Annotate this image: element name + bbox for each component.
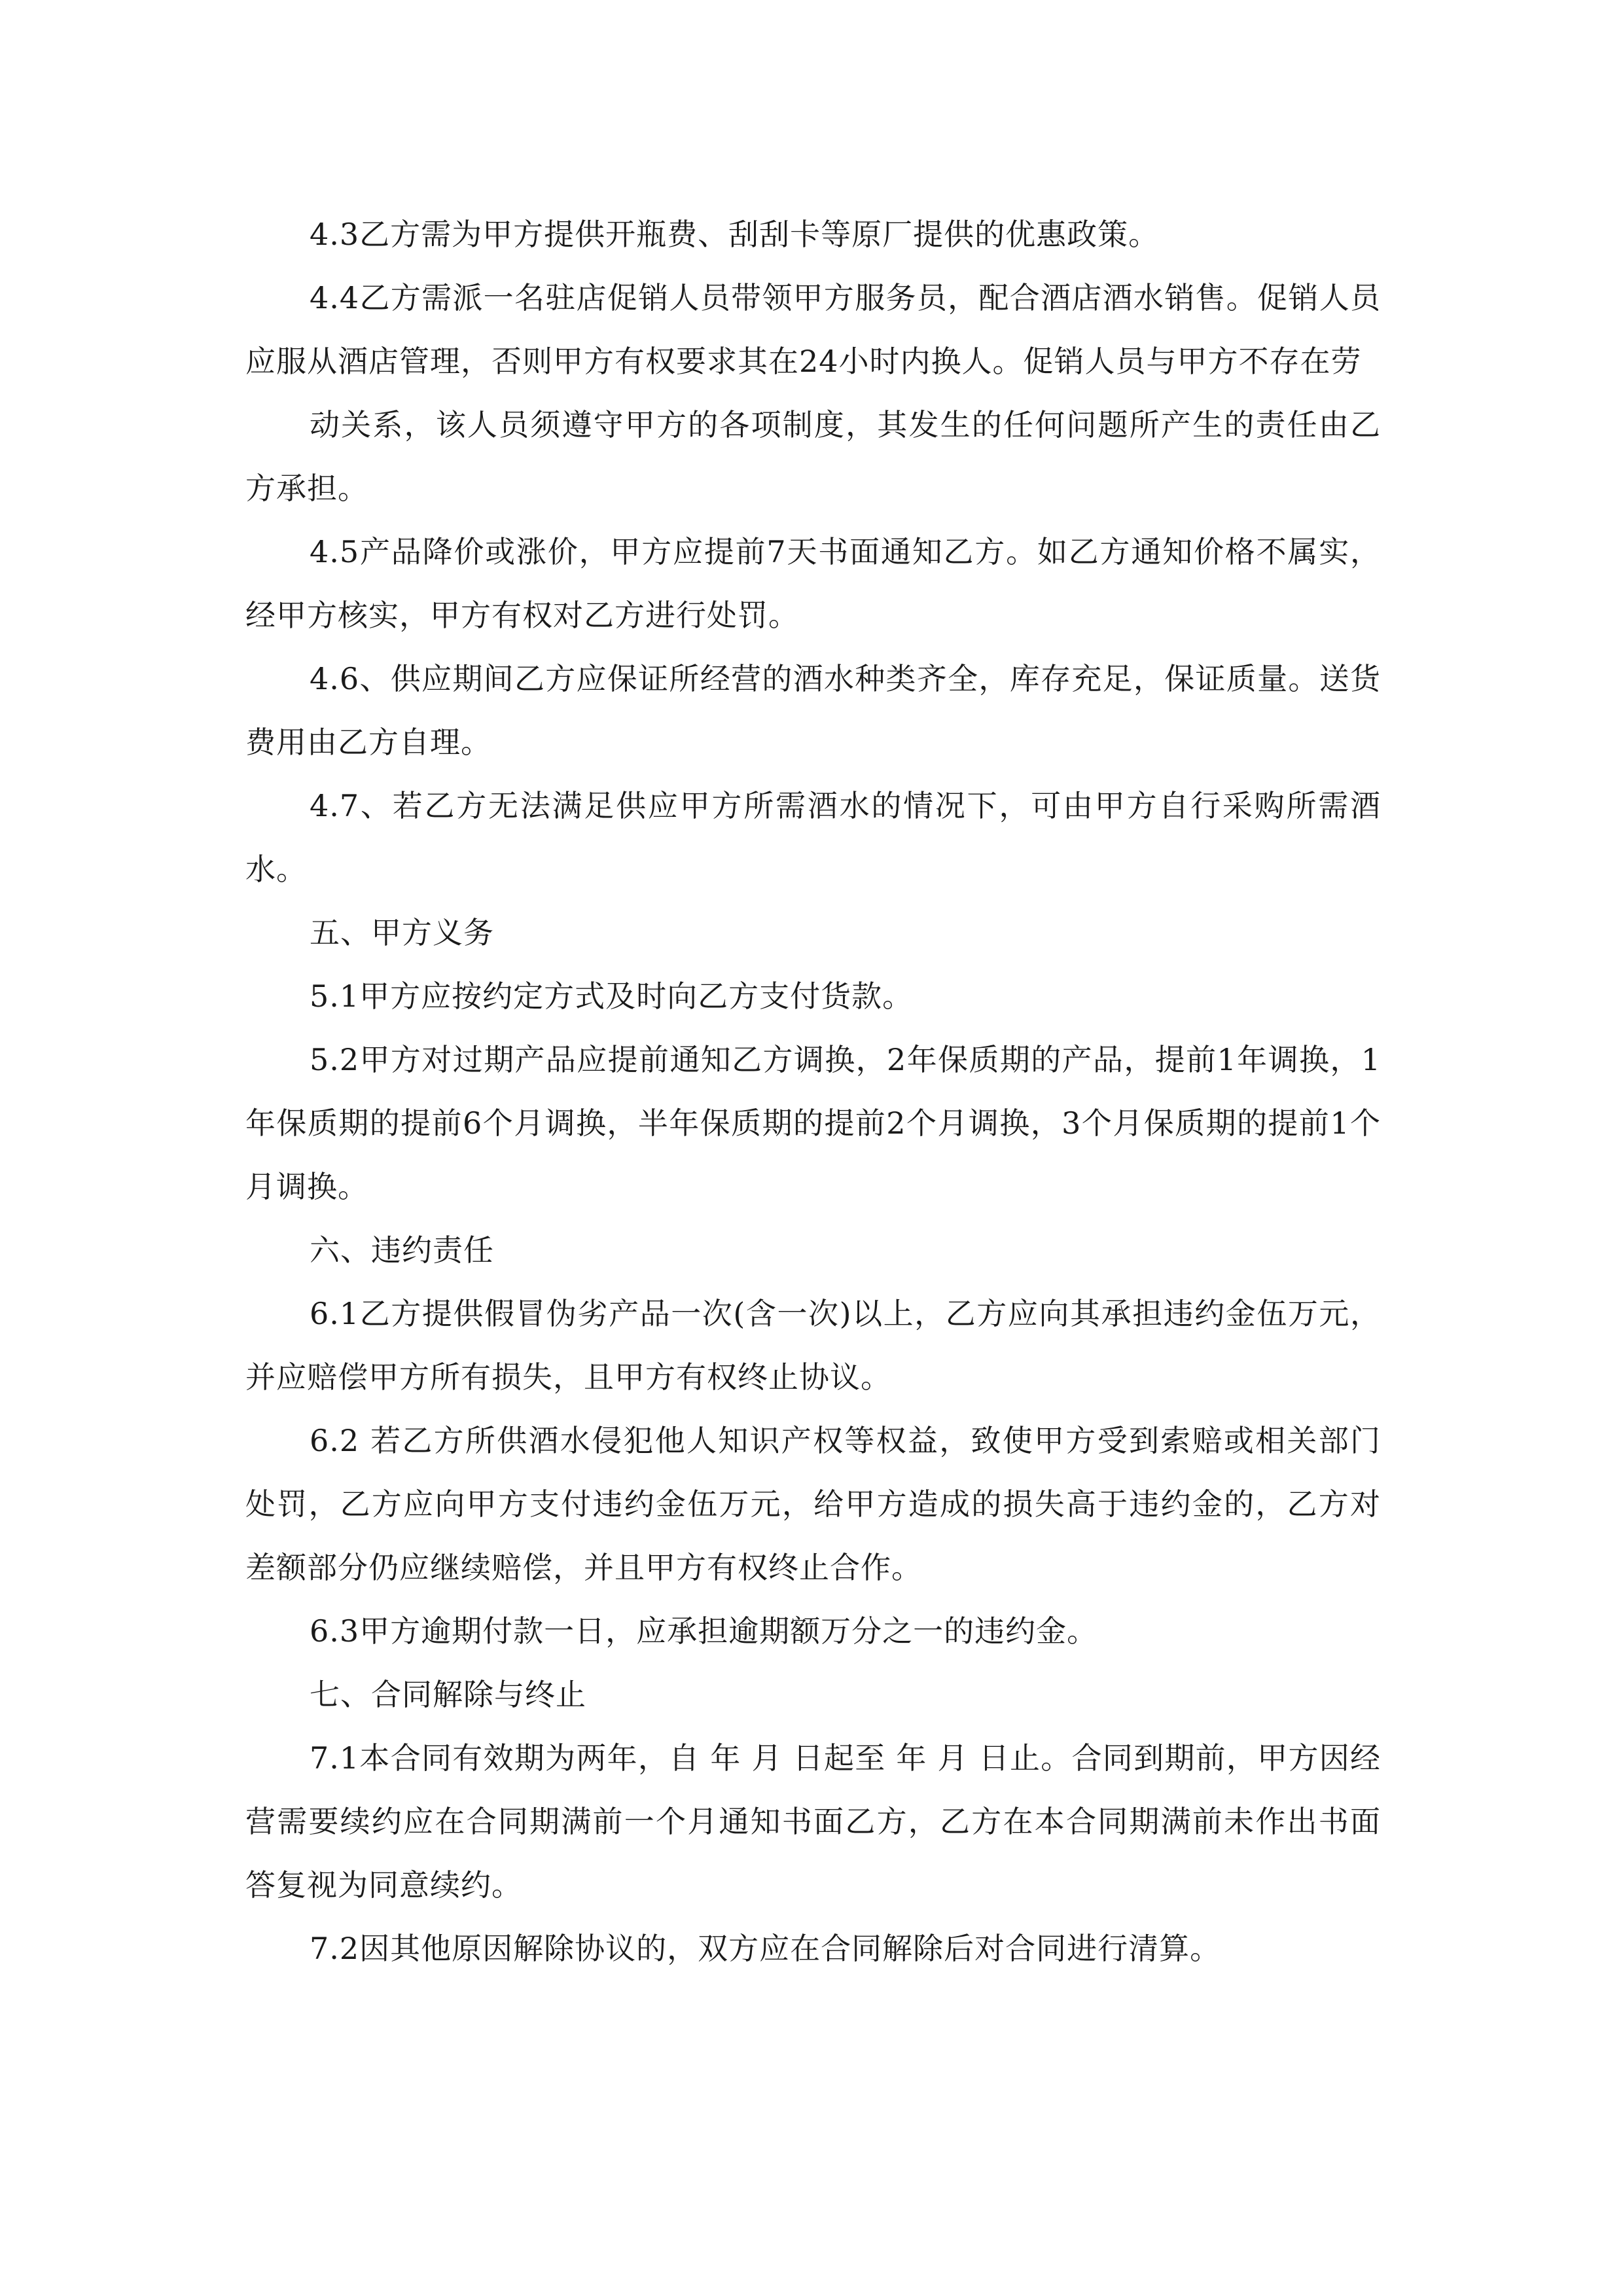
section-heading-6: 六、违约责任 [310,1232,494,1268]
paragraph-4-4-part2: 动关系，该人员须遵守甲方的各项制度，其发生的任何问题所产生的责任由乙方承担。 [245,407,1381,506]
paragraph-6-2: 6.2 若乙方所供酒水侵犯他人知识产权等权益，致使甲方受到索赔或相关部门处罚，乙方应向甲方支付违约金伍万元，给甲方造成的损失高于违约金的，乙方对差额部分仍应继续赔偿，并且甲方有权终止合作。 [245,1423,1381,1585]
paragraph-4-6: 4.6、供应期间乙方应保证所经营的酒水种类齐全，库存充足，保证质量。送货费用由乙方自理。 [245,661,1381,760]
paragraph-6-1: 6.1乙方提供假冒伪劣产品一次(含一次)以上，乙方应向其承担违约金伍万元，并应赔偿甲方所有损失，且甲方有权终止协议。 [245,1296,1381,1395]
document-body [245,203,1381,1981]
paragraph-4-5: 4.5产品降价或涨价，甲方应提前7天书面通知乙方。如乙方通知价格不属实，经甲方核实，甲方有权对乙方进行处罚。 [245,534,1381,633]
paragraph-5-1: 5.1甲方应按约定方式及时向乙方支付货款。 [310,978,914,1014]
paragraph-6-3: 6.3甲方逾期付款一日，应承担逾期额万分之一的违约金。 [310,1613,1098,1649]
paragraph-4-3: 4.3乙方需为甲方提供开瓶费、刮刮卡等原厂提供的优惠政策。 [310,217,1160,252]
paragraph-4-7: 4.7、若乙方无法满足供应甲方所需酒水的情况下，可由甲方自行采购所需酒水。 [245,788,1381,887]
section-heading-7: 七、合同解除与终止 [310,1677,586,1712]
paragraph-7-1: 7.1本合同有效期为两年，自 年 月 日起至 年 月 日止。合同到期前，甲方因经营需要续约应在合同期满前一个月通知书面乙方，乙方在本合同期满前未作出书面答复视为同意续约。 [245,1740,1381,1903]
paragraph-7-2: 7.2因其他原因解除协议的，双方应在合同解除后对合同进行清算。 [310,1931,1221,1966]
section-heading-5: 五、甲方义务 [310,915,494,950]
paragraph-4-4-part1: 4.4乙方需派一名驻店促销人员带领甲方服务员，配合酒店酒水销售。促销人员应服从酒店管理，否则甲方有权要求其在24小时内换人。促销人员与甲方不存在劳 [245,280,1381,379]
paragraph-5-2: 5.2甲方对过期产品应提前通知乙方调换，2年保质期的产品，提前1年调换，1年保质期的提前6个月调换，半年保质期的提前2个月调换，3个月保质期的提前1个月调换。 [245,1042,1381,1204]
